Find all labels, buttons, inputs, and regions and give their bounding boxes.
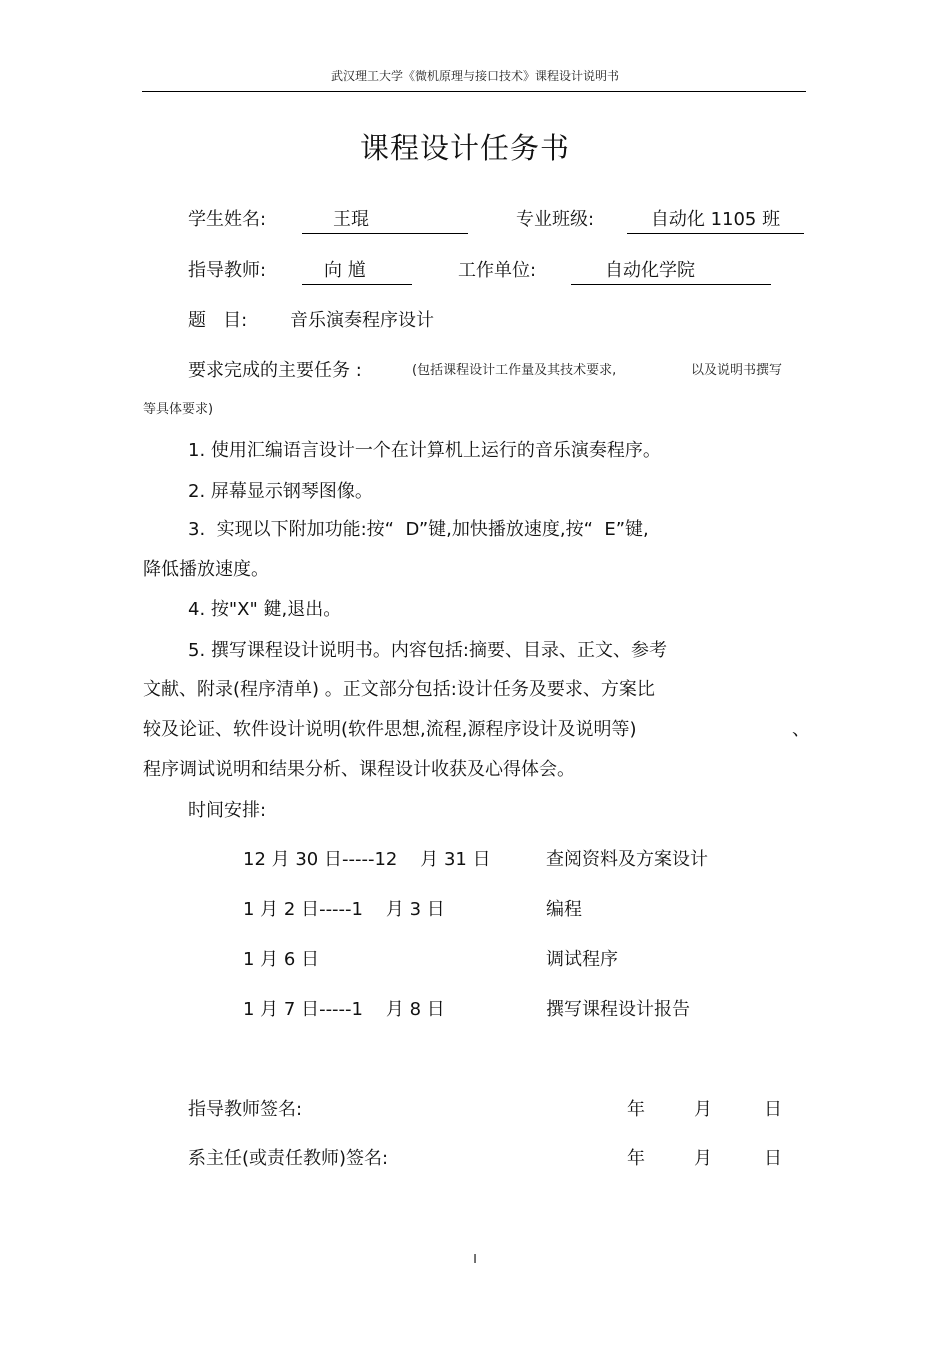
teacher-signature-year: 年 — [627, 1099, 645, 1120]
requirement-item-5-line-1: 5. 撰写课程设计说明书。内容包括:摘要、目录、正文、参考 — [188, 640, 667, 661]
schedule-date-1: 12 月 30 日-----12 月 31 日 — [243, 849, 491, 870]
student-name-field — [302, 205, 468, 234]
requirements-note-c: 等具体要求) — [143, 402, 214, 417]
requirement-item-1: 1. 使用汇编语言设计一个在计算机上运行的音乐演奏程序。 — [188, 440, 661, 461]
topic-value: 音乐演奏程序设计 — [290, 310, 434, 331]
header-divider — [142, 91, 806, 92]
requirement-item-5-line-3: 较及论证、软件设计说明(软件思想,流程,源程序设计及说明等) — [143, 719, 637, 740]
director-signature-month: 月 — [694, 1148, 712, 1169]
class-value: 自动化 1105 班 — [627, 205, 804, 234]
page-number: I — [473, 1252, 477, 1266]
schedule-date-3: 1 月 6 日 — [243, 949, 320, 970]
requirements-heading: 要求完成的主要任务 : — [188, 360, 362, 381]
unit-label: 工作单位: — [458, 260, 537, 281]
page-title: 课程设计任务书 — [359, 131, 570, 165]
teacher-field — [302, 256, 412, 285]
schedule-task-4: 撰写课程设计报告 — [546, 999, 690, 1020]
schedule-date-4: 1 月 7 日-----1 月 8 日 — [243, 999, 445, 1020]
teacher-signature-label: 指导教师签名: — [188, 1099, 303, 1120]
requirement-item-3-line-1: 3. 实现以下附加功能:按“ D”键,加快播放速度,按“ E”键, — [188, 519, 649, 540]
schedule-date-2: 1 月 2 日-----1 月 3 日 — [243, 899, 445, 920]
schedule-task-2: 编程 — [546, 899, 582, 920]
unit-field — [571, 256, 771, 285]
unit-value: 自动化学院 — [605, 260, 695, 281]
requirement-item-4: 4. 按"X" 鍵,退出。 — [188, 599, 342, 620]
requirement-item-3-line-2: 降低播放速度。 — [143, 559, 269, 580]
teacher-signature-month: 月 — [694, 1099, 712, 1120]
requirement-item-5-line-2: 文献、附录(程序清单) 。正文部分包括:设计任务及要求、方案比 — [143, 679, 655, 700]
schedule-task-3: 调试程序 — [546, 949, 618, 970]
class-label: 专业班级: — [516, 209, 595, 230]
requirements-note-b: 以及说明书撰写 — [691, 363, 783, 378]
requirement-item-5-line-4: 程序调试说明和结果分析、课程设计收获及心得体会。 — [143, 759, 575, 780]
director-signature-day: 日 — [764, 1148, 782, 1169]
running-header: 武汉理工大学《微机原理与接口技术》课程设计说明书 — [330, 69, 619, 83]
teacher-signature-day: 日 — [764, 1099, 782, 1120]
teacher-label: 指导教师: — [188, 260, 267, 281]
schedule-task-1: 查阅资料及方案设计 — [546, 849, 708, 870]
requirement-item-2: 2. 屏幕显示钢琴图像。 — [188, 481, 373, 502]
requirements-note-a: (包括课程设计工作量及其技术要求, — [412, 363, 617, 378]
director-signature-year: 年 — [627, 1148, 645, 1169]
student-name-label: 学生姓名: — [188, 209, 267, 230]
student-name-value: 王琨 — [333, 209, 369, 230]
requirement-item-5-line-3-tail: 、 — [792, 719, 810, 740]
director-signature-label: 系主任(或责任教师)签名: — [188, 1148, 389, 1169]
topic-label: 题 目: — [188, 310, 248, 331]
schedule-heading: 时间安排: — [188, 800, 267, 821]
teacher-value: 向 馗 — [324, 260, 366, 281]
